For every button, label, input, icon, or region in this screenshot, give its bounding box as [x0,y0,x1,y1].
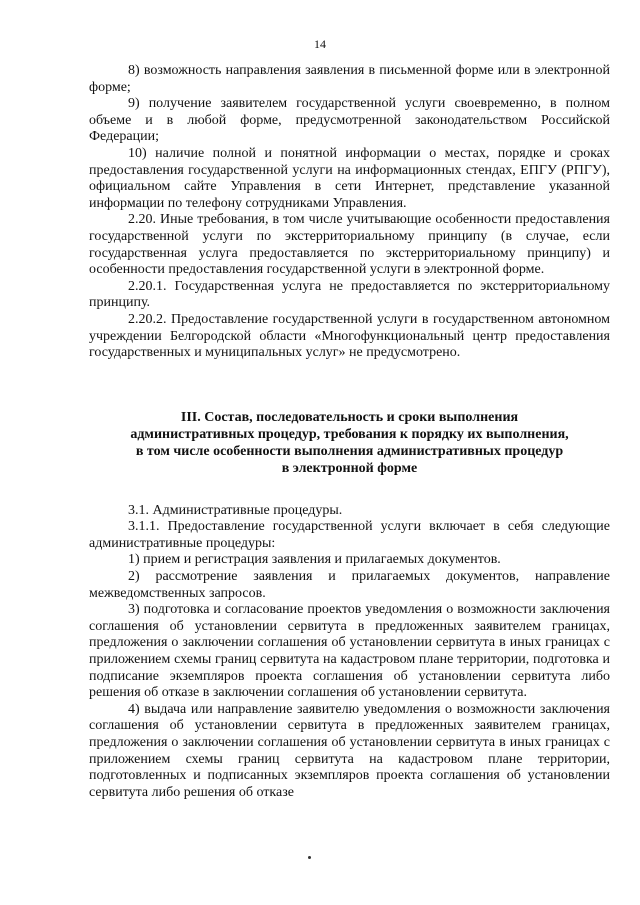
paragraph: 3) подготовка и согласование проектов уведомления о возможности заключения соглашения об установлении сервитута в предложенных заявителем границах, предложения о заключении соглашения об установлении сервитута в иных границах с приложением схемы границ сервитута на кадастровом плане территории, подготовка и подписание экземпляров проекта соглашения об установлении сервитута либо решения об отказе в заключении соглашения об установлении сервитута. [89,602,610,701]
section-heading-line: III. Состав, последовательность и сроки выполнения [180,409,519,425]
section-heading-line: в том числе особенности выполнения административных процедур [135,443,564,459]
paragraph: 3.1. Административные процедуры. [128,502,343,518]
paragraph: 8) возможность направления заявления в письменной форме или в электронной форме; [89,63,610,95]
paragraph: 2.20.2. Предоставление государственной услуги в государственном автономном учреждении Белгородской области «Многофункциональный центр предоставления государственных и муниципальных услуг» не предусмотрено. [89,311,610,361]
document-body [89,63,610,801]
section-heading-line: административных процедур, требования к порядку их выполнения, [130,426,569,442]
paragraph: 2) рассмотрение заявления и прилагаемых документов, направление межведомственных запросов. [89,569,610,601]
paragraph: 10) наличие полной и понятной информации о местах, порядке и сроках предоставления государственной услуги на информационных стендах, ЕПГУ (РПГУ), официальном сайте Управления в сети Интернет, представление указанной информации по телефону сотрудниками Управления. [89,145,610,211]
paragraph: 2.20. Иные требования, в том числе учитывающие особенности предоставления государственной услуги по экстерриториальному принципу (в случае, если государственная услуга предоставляется по экстерриториальному принципу) и особенности предоставления государственной услуги в электронной форме. [89,212,610,278]
scan-speck [308,856,311,859]
section-heading [89,409,610,477]
paragraph: 4) выдача или направление заявителю уведомления о возможности заключения соглашения об установлении сервитута в предложенных заявителем границах, предложения о заключении соглашения об установлении сервитута в иных границах с приложением схемы границ сервитута на кадастровом плане территории, подготовленных и подписанных экземпляров проекта соглашения об установлении сервитута либо решения об отказе [89,701,610,800]
paragraph: 3.1.1. Предоставление государственной услуги включает в себя следующие административные процедуры: [89,519,610,551]
page-number: 14 [314,37,326,51]
paragraph: 2.20.1. Государственная услуга не предоставляется по экстерриториальному принципу. [89,278,610,311]
paragraph: 1) прием и регистрация заявления и прилагаемых документов. [128,552,501,568]
section-heading-line: в электронной форме [281,460,418,476]
paragraph: 9) получение заявителем государственной услуги своевременно, в полном объеме и в любой форме, предусмотренной законодательством Российской Федерации; [89,96,610,145]
